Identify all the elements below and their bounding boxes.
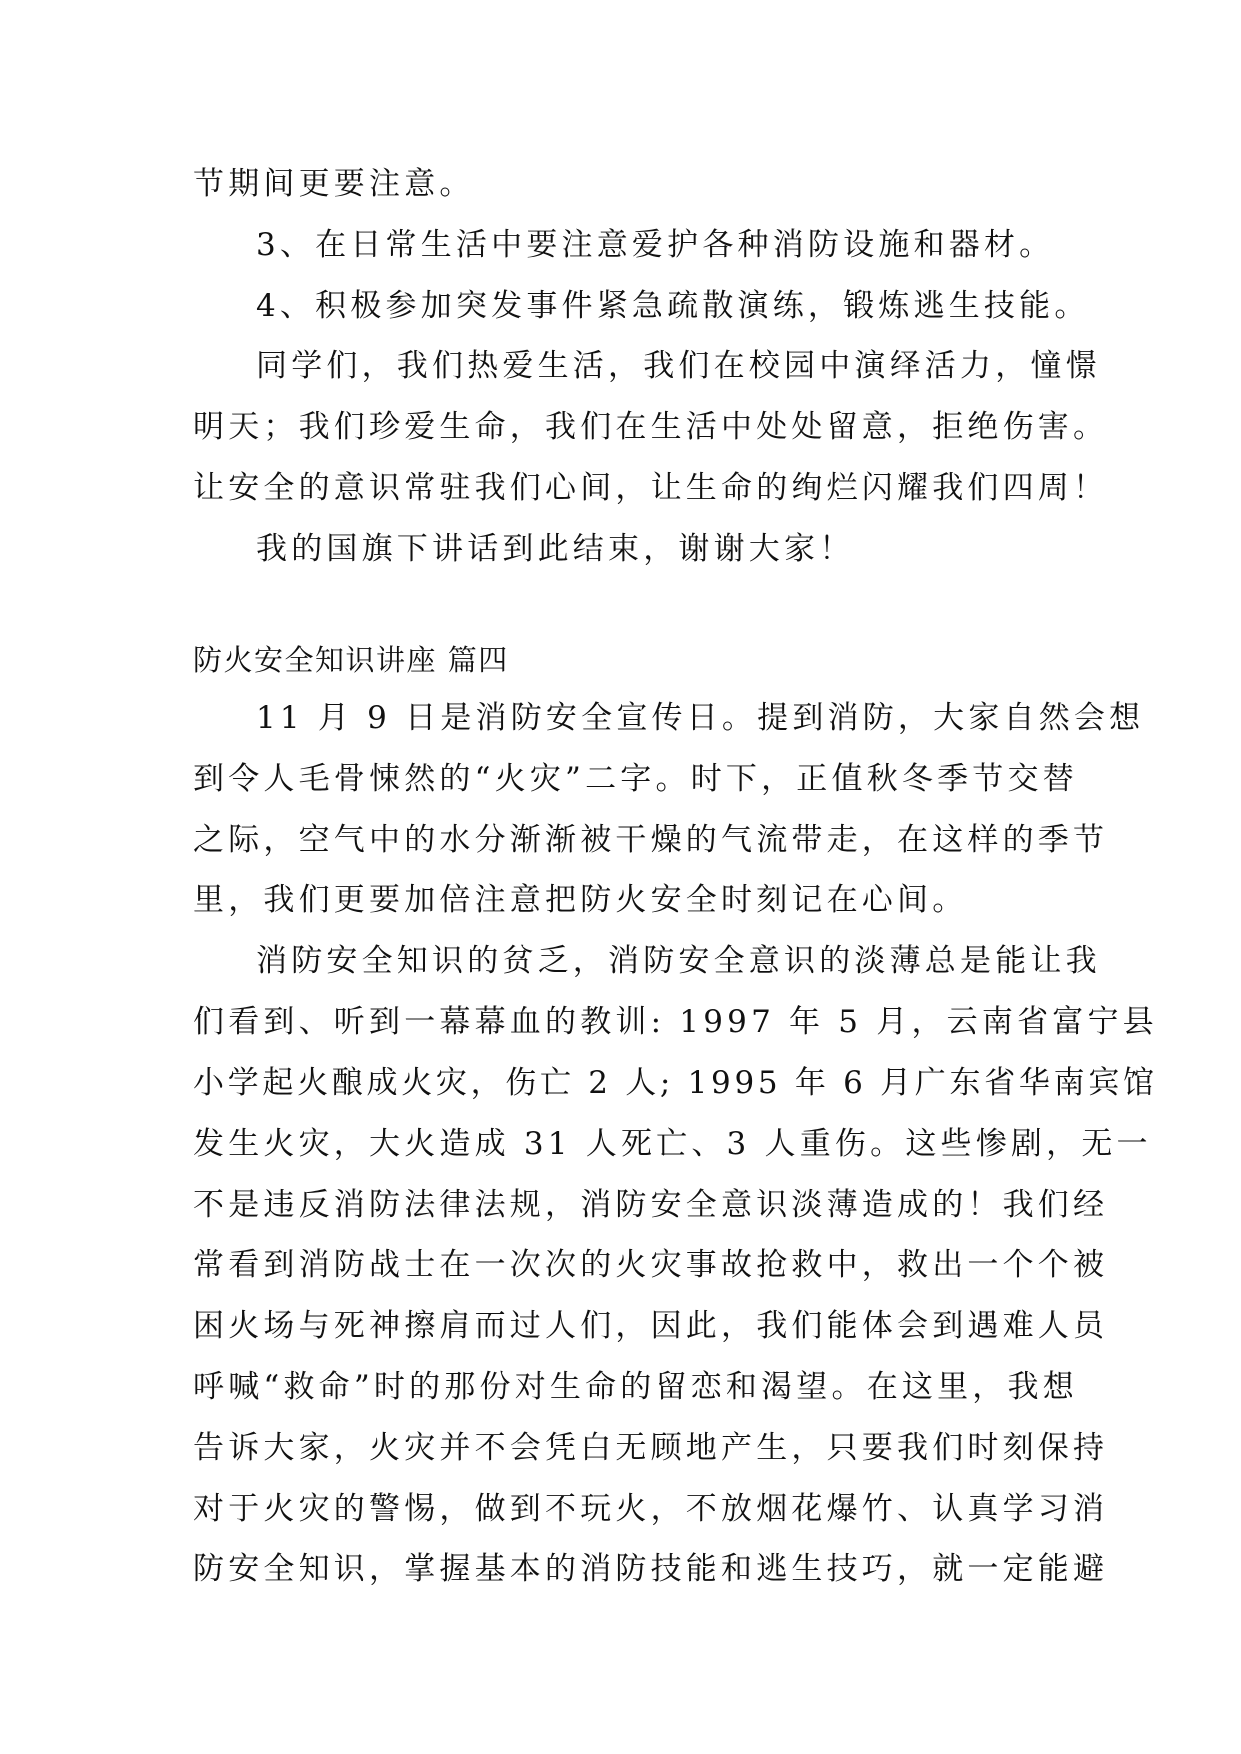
text-line: 到令人毛骨悚然的“火灾”二字。时下，正值秋冬季节交替 [193,761,1078,797]
text-line: 11 月 9 日是消防安全宣传日。提到消防，大家自然会想 [256,700,1145,736]
text-line: 小学起火酿成火灾，伤亡 2 人; 1995 年 6 月广东省华南宾馆 [193,1065,1158,1101]
text-line: 常看到消防战士在一次次的火灾事故抢救中，救出一个个被 [193,1247,1109,1283]
text-line: 防安全知识，掌握基本的消防技能和逃生技巧，就一定能避 [193,1551,1109,1587]
text-line: 不是违反消防法律法规，消防安全意识淡薄造成的！我们经 [193,1187,1109,1223]
text-line: 发生火灾，大火造成 31 人死亡、3 人重伤。这些惨剧，无一 [193,1126,1152,1162]
text-line: 们看到、听到一幕幕血的教训: 1997 年 5 月，云南省富宁县 [193,1004,1158,1040]
text-line: 消防安全知识的贫乏，消防安全意识的淡薄总是能让我 [256,943,1101,979]
text-line: 之际，空气中的水分渐渐被干燥的气流带走，在这样的季节 [193,822,1109,858]
text-line: 同学们，我们热爱生活，我们在校园中演绎活力，憧憬 [256,348,1101,384]
text-line: 告诉大家，火灾并不会凭白无顾地产生，只要我们时刻保持 [193,1430,1109,1466]
text-line: 3、在日常生活中要注意爱护各种消防设施和器材。 [256,227,1055,263]
text-line: 困火场与死神擦肩而过人们，因此，我们能体会到遇难人员 [193,1308,1109,1344]
text-line: 呼喊“救命”时的那份对生命的留恋和渴望。在这里，我想 [193,1369,1078,1405]
text-line: 里，我们更要加倍注意把防火安全时刻记在心间。 [193,882,968,918]
text-line: 节期间更要注意。 [193,166,475,202]
text-line: 对于火灾的警惕，做到不玩火，不放烟花爆竹、认真学习消 [193,1491,1109,1527]
text-line: 让安全的意识常驻我们心间，让生命的绚烂闪耀我们四周！ [193,470,1109,506]
text-line: 明天；我们珍爱生命，我们在生活中处处留意，拒绝伤害。 [193,409,1109,445]
text-line: 我的国旗下讲话到此结束，谢谢大家！ [256,531,855,567]
text-line: 4、积极参加突发事件紧急疏散演练，锻炼逃生技能。 [256,288,1090,324]
section-heading: 防火安全知识讲座 篇四 [193,643,509,677]
